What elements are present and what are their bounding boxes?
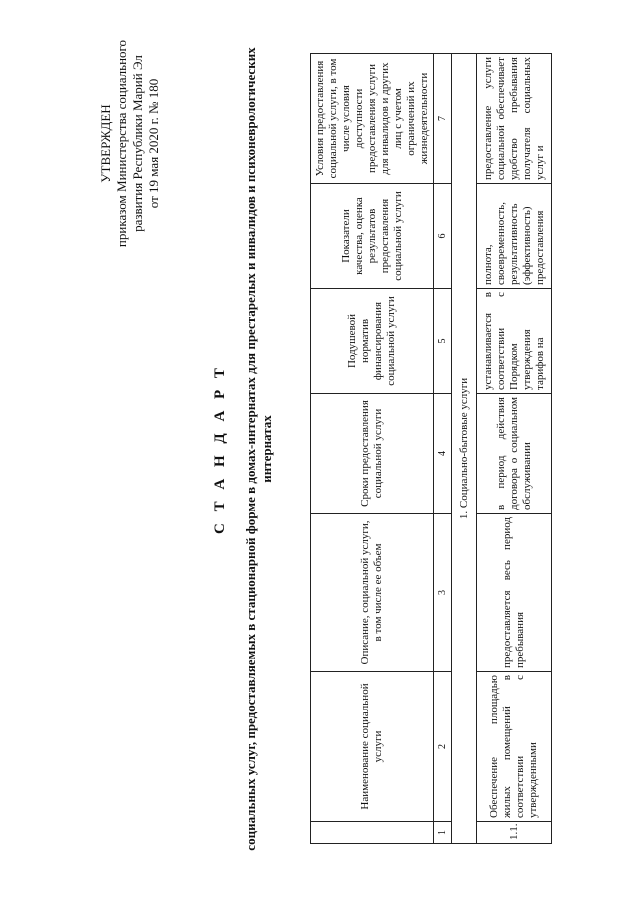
header-row — [311, 54, 434, 844]
column-number: 2 — [434, 672, 452, 822]
approval-stamp — [98, 26, 162, 261]
approval-order: приказом Министерства социального — [114, 39, 129, 248]
column-number: 4 — [434, 394, 452, 514]
section-heading: 1. Социально-бытовые услуги — [452, 54, 477, 844]
column-number-row — [434, 54, 452, 844]
header-cell-name: Наименование социальной услуги — [311, 672, 434, 822]
column-number: 7 — [434, 54, 452, 184]
column-number: 6 — [434, 184, 452, 289]
row-number: 1.1. — [477, 822, 552, 844]
column-number: 3 — [434, 514, 452, 672]
row-norm: устанавливается в соответствии с Порядком утверждения тарифов на — [477, 289, 552, 394]
row-term: в период действия договора о социальном обслуживании — [477, 394, 552, 514]
row-description: предоставляется весь период пребывания — [477, 514, 552, 672]
document-title — [212, 19, 275, 879]
row-service-name: Обеспечение площадью жилых помещений в соответствии с утвержденными — [477, 672, 552, 822]
table-row — [477, 54, 552, 844]
standard-subtitle: социальных услуг, предоставляемых в стационарной форме в домах-интернатах для престарелых и инвалидов и психоневрологических интернатах — [243, 47, 274, 851]
approval-ministry: развития Республики Марий Эл — [130, 55, 145, 232]
header-cell-description: Описание, социальной услуги, в том числе ее объем — [311, 514, 434, 672]
standard-table — [310, 53, 552, 844]
header-cell-quality: Показатели качества, оценка результатов предоставления социальной услуги — [311, 184, 434, 289]
column-number: 1 — [434, 822, 452, 844]
header-cell-conditions: Условия предоставления социальной услуги, в том числе условия доступности предоставления услуги для инвалидов и других лиц с учетом ограничений их жизнедеятельности — [311, 54, 434, 184]
standard-word: С Т А Н Д А Р Т — [212, 364, 228, 534]
header-cell-term: Сроки предоставления социальной услуги — [311, 394, 434, 514]
header-cell-norm: Подушевой норматив финансирования социальной услуги — [311, 289, 434, 394]
row-quality: полнота, своевременность, результативность (эффективность) предоставления — [477, 184, 552, 289]
section-row — [452, 54, 477, 844]
approval-title: УТВЕРЖДЕН — [98, 104, 113, 183]
header-cell-number — [311, 822, 434, 844]
column-number: 5 — [434, 289, 452, 394]
approval-date: от 19 мая 2020 г. № 180 — [146, 78, 161, 209]
row-conditions: предоставление услуги социальной обеспечивает удобство пребывания получателя социальных услуг и — [477, 54, 552, 184]
